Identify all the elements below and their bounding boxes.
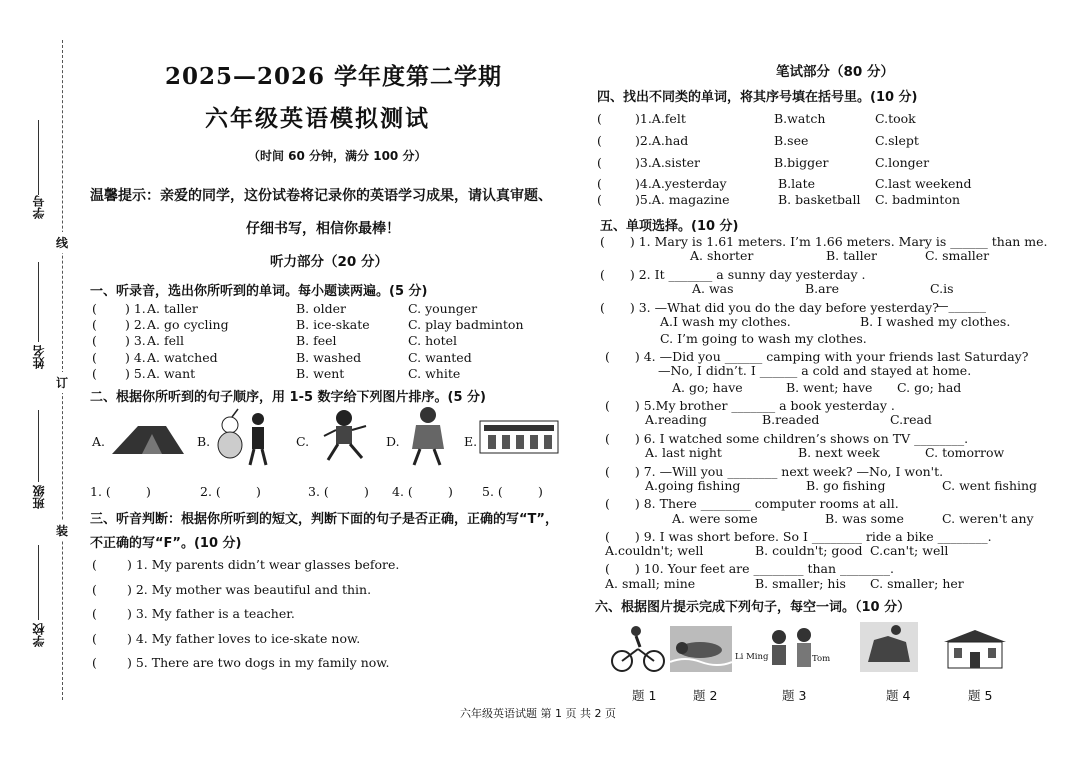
- option-a: )5.A. magazine: [635, 192, 730, 207]
- option-a: A.going fishing: [645, 478, 741, 493]
- option-b: B.see: [774, 133, 809, 148]
- question-number: ) 1.: [125, 301, 146, 316]
- section-3-title-1: 三、听音判断：根据你所听到的短文，判断下面的句子是否正确，正确的写“T”，: [90, 512, 558, 527]
- option-a: )4.A.yesterday: [635, 176, 727, 191]
- answer-paren: (: [597, 176, 602, 191]
- question-5-stem: ( ) 5.My brother _______ a book yesterday .: [605, 398, 895, 413]
- option-a: )3.A.sister: [635, 155, 701, 170]
- option-b: B. feel: [296, 333, 337, 349]
- option-c: C. hotel: [408, 333, 458, 349]
- option-c: C. weren't any: [942, 511, 1034, 526]
- exam-subtitle: （时间 60 分钟，满分 100 分）: [248, 149, 427, 163]
- answer-paren: (: [597, 133, 602, 148]
- answer-paren: (: [92, 606, 97, 621]
- option-c: C.last weekend: [875, 176, 972, 191]
- option-c: C.slept: [875, 133, 919, 148]
- option-c: C.longer: [875, 155, 930, 170]
- option-b: B.bigger: [774, 155, 829, 170]
- girl-phone-image: [400, 405, 450, 467]
- section-5-title: 五、单项选择。(10 分): [600, 219, 739, 234]
- name-li-ming: Li Ming: [735, 652, 769, 662]
- side-label-xuexiao: 学校: [32, 623, 46, 647]
- option-c: C. younger: [408, 301, 478, 316]
- option-b: B. washed: [296, 349, 362, 365]
- option-c: C. I’m going to wash my clothes.: [660, 331, 867, 346]
- judgement-statement: ) 3. My father is a teacher.: [127, 606, 295, 621]
- option-c: C. go; had: [897, 380, 962, 395]
- picture-caption: 题 3: [782, 688, 807, 703]
- option-c: C.took: [875, 111, 916, 126]
- answer-paren: (: [597, 192, 602, 207]
- option-c: C.read: [890, 412, 932, 427]
- tip-line-2: 仔细书写，相信你最棒！: [246, 221, 400, 237]
- section-3-title-2: 不正确的写“F”。(10 分): [90, 536, 242, 551]
- listening-title: 听力部分（20 分）: [270, 254, 388, 270]
- pic-label-c: C.: [296, 434, 310, 449]
- order-blank-close: ): [364, 484, 369, 499]
- option-b: B. taller: [826, 248, 877, 263]
- option-a: A. want: [147, 365, 196, 381]
- option-b: B.watch: [774, 111, 826, 126]
- question-number: ) 3.: [125, 333, 146, 349]
- option-a: )2.A.had: [635, 133, 689, 148]
- option-c: C. badminton: [875, 192, 961, 207]
- answer-paren: (: [92, 655, 97, 670]
- picture-caption: 题 2: [693, 688, 718, 703]
- option-c: C. smaller: [925, 248, 990, 263]
- order-blank: 3. (: [308, 484, 329, 499]
- option-a: A. go cycling: [147, 317, 229, 333]
- option-b: B. go fishing: [806, 478, 886, 493]
- option-b: B.readed: [762, 412, 820, 427]
- order-blank-close: ): [448, 484, 453, 499]
- option-b: B. ice-skate: [296, 317, 370, 333]
- question-7-stem: ( ) 7. —Will you ________ next week? —No, I won't.: [605, 464, 944, 479]
- option-a: )1.A.felt: [635, 111, 686, 126]
- option-b: B.are: [805, 281, 839, 296]
- option-b: B.late: [778, 176, 816, 191]
- answer-paren: (: [597, 111, 602, 126]
- question-4-stem: ( ) 4. —Did you ______ camping with your friends last Saturday?: [605, 349, 1029, 364]
- question-4-line-2: —No, I didn’t. I ______ a cold and stayed at home.: [658, 363, 972, 378]
- option-a: A. shorter: [690, 248, 754, 263]
- question-number: ) 2.: [125, 317, 146, 333]
- tip-line-1: 温馨提示：亲爱的同学，这份试卷将记录你的英语学习成果，请认真审题、: [90, 188, 552, 204]
- option-b: B. I washed my clothes.: [860, 314, 1011, 329]
- option-a: A. watched: [147, 349, 218, 365]
- section-6-title: 六、根据图片提示完成下列句子，每空一词。（10 分）: [595, 600, 911, 615]
- question-8-stem: ( ) 8. There ________ computer rooms at all.: [605, 496, 899, 511]
- two-boys-image: [764, 627, 826, 675]
- picture-caption: 题 5: [968, 688, 993, 703]
- skater-image: [322, 408, 370, 464]
- answer-paren: (: [92, 557, 97, 572]
- option-c: C. tomorrow: [925, 445, 1005, 460]
- answer-paren: (: [597, 155, 602, 170]
- exam-title: 六年级英语模拟测试: [205, 106, 430, 132]
- option-b: B. went: [296, 365, 345, 381]
- swimmer-image: [670, 626, 732, 672]
- judgement-statement: ) 4. My father loves to ice-skate now.: [127, 630, 361, 646]
- question-10-stem: ( ) 10. Your feet are ________ than ________.: [605, 561, 894, 576]
- option-c: C.can't; well: [870, 543, 949, 558]
- tent-image: [108, 420, 188, 458]
- option-b: B. older: [296, 301, 347, 316]
- question-3-stem: ( ) 3. —What did you do the day before yesterday?: [600, 300, 939, 315]
- question-6-stem: ( ) 6. I watched some children’s shows on TV ________.: [605, 431, 969, 446]
- question-2-stem: ( ) 2. It _______ a sunny day yesterday .: [600, 267, 866, 282]
- option-a: A. fell: [147, 333, 184, 349]
- option-b: B. next week: [798, 445, 880, 460]
- option-a: A. taller: [147, 301, 198, 316]
- answer-paren: (: [92, 349, 97, 365]
- horse-rider-image: [860, 622, 918, 672]
- side-fill-line: [38, 262, 39, 342]
- option-a: A. was: [692, 281, 734, 296]
- order-blank: 4. (: [392, 484, 413, 499]
- side-char-xian: 线: [56, 232, 68, 253]
- picture-caption: 题 1: [632, 688, 657, 703]
- side-fill-line: [38, 545, 39, 620]
- order-blank: 5. (: [482, 484, 503, 499]
- page-footer: 六年级英语试题 第 1 页 共 2 页: [460, 707, 616, 720]
- judgement-statement: ) 1. My parents didn’t wear glasses before.: [127, 557, 400, 572]
- option-a: A.couldn't; well: [605, 543, 704, 558]
- judgement-statement: ) 5. There are two dogs in my family now.: [127, 655, 390, 670]
- pic-label-a: A.: [92, 434, 106, 449]
- side-label-banji: 班级: [32, 485, 46, 509]
- building-image: [478, 415, 560, 455]
- house-image: [942, 628, 1008, 670]
- question-number: ) 4.: [125, 349, 146, 365]
- question-1-stem: ( ) 1. Mary is 1.61 meters. I’m 1.66 meters. Mary is ______ than me.: [600, 234, 1048, 249]
- section-1-title: 一、听录音，选出你所听到的单词。每小题读两遍。(5 分): [90, 284, 428, 299]
- answer-paren: (: [92, 301, 97, 316]
- option-a: A. go; have: [672, 380, 743, 395]
- option-c: C. wanted: [408, 349, 472, 365]
- option-b: B. basketball: [778, 192, 861, 207]
- option-a: A. last night: [645, 445, 722, 460]
- answer-paren: (: [92, 365, 97, 381]
- answer-paren: (: [92, 581, 97, 597]
- side-char-ding: 订: [56, 372, 68, 393]
- answer-paren: (: [92, 630, 97, 646]
- order-blank-close: ): [538, 484, 543, 499]
- option-b: B. was some: [825, 511, 904, 526]
- cyclist-image: [610, 625, 666, 673]
- pic-label-e: E.: [464, 434, 478, 449]
- pic-label-d: D.: [386, 434, 400, 449]
- question-3-tail: —______: [936, 298, 986, 313]
- option-a: A. were some: [672, 511, 758, 526]
- option-b: B. couldn't; good: [755, 543, 863, 558]
- writing-title: 笔试部分（80 分）: [776, 64, 894, 80]
- question-number: ) 5.: [125, 365, 146, 381]
- side-label-xuehao: 学号: [32, 195, 46, 219]
- option-c: C. play badminton: [408, 317, 524, 333]
- option-b: B. went; have: [786, 380, 873, 395]
- pic-label-b: B.: [197, 434, 211, 449]
- name-tom: Tom: [812, 654, 831, 664]
- section-4-title: 四、找出不同类的单词，将其序号填在括号里。(10 分): [597, 90, 918, 105]
- order-blank: 2. (: [200, 484, 221, 499]
- option-a: A.I wash my clothes.: [660, 314, 791, 329]
- option-b: B. smaller; his: [755, 576, 846, 591]
- judgement-statement: ) 2. My mother was beautiful and thin.: [127, 581, 372, 597]
- option-a: A.reading: [645, 412, 707, 427]
- answer-paren: (: [92, 333, 97, 349]
- answer-paren: (: [92, 317, 97, 333]
- option-a: A. small; mine: [605, 576, 696, 591]
- question-9-stem: ( ) 9. I was short before. So I ________ ride a bike ________.: [605, 529, 992, 544]
- order-blank-close: ): [146, 484, 151, 499]
- two-people-image: [212, 405, 274, 467]
- option-c: C. smaller; her: [870, 576, 964, 591]
- side-label-xingming: 姓名: [32, 345, 46, 369]
- side-fill-line: [38, 410, 39, 482]
- order-blank: 1. (: [90, 484, 111, 499]
- section-2-title: 二、根据你所听到的句子顺序，用 1-5 数字给下列图片排序。(5 分): [90, 390, 486, 405]
- exam-title-year: 2025—2026 学年度第二学期: [165, 63, 503, 90]
- order-blank-close: ): [256, 484, 261, 499]
- side-fill-line: [38, 120, 39, 195]
- option-c: C. went fishing: [942, 478, 1038, 493]
- picture-caption: 题 4: [886, 688, 911, 703]
- option-c: C. white: [408, 365, 461, 381]
- option-c: C.is: [930, 281, 954, 296]
- side-char-zhuang: 装: [56, 520, 68, 541]
- binding-dashed-line: [62, 40, 63, 700]
